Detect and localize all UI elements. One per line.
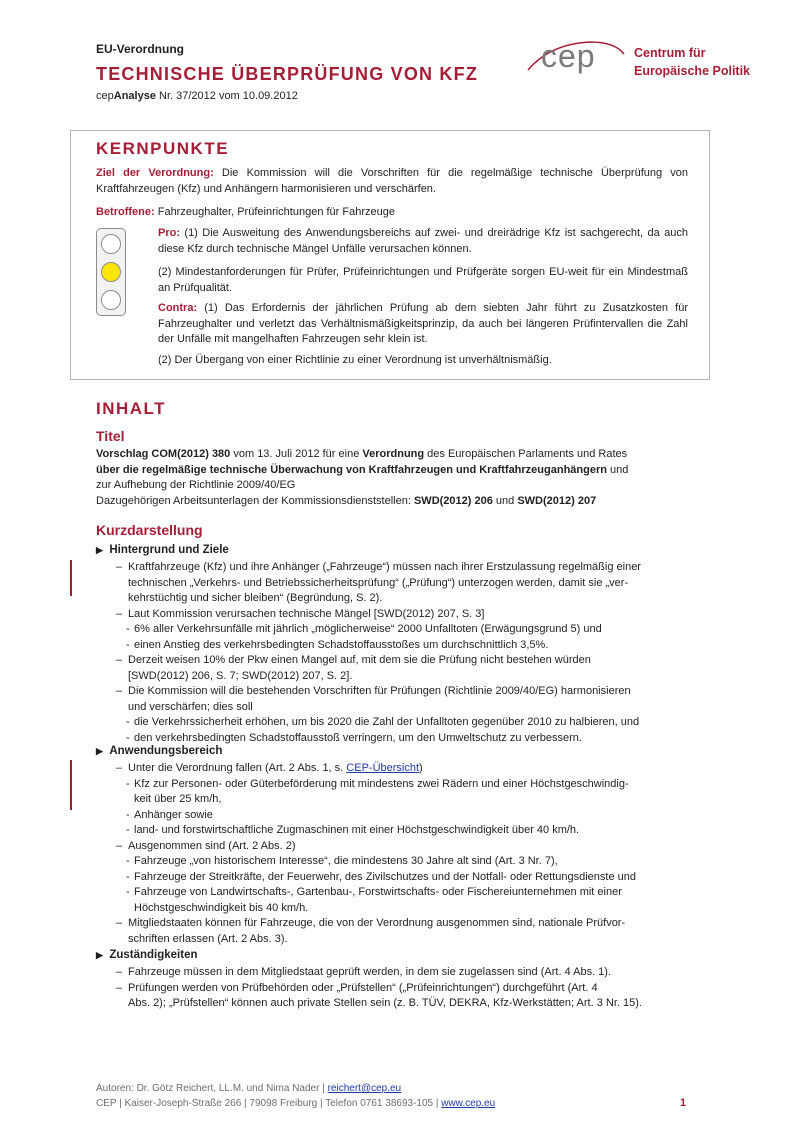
list-text: den verkehrsbedingten Schadstoffausstoß verringern, um den Umweltschutz zu verbessern. xyxy=(134,731,582,744)
analysis-meta xyxy=(96,90,298,102)
titel-end: des Europäischen Parlaments und Rates xyxy=(424,448,628,460)
traffic-light-icon xyxy=(96,228,126,316)
titel-ref: Vorschlag COM(2012) 380 xyxy=(96,448,231,460)
list-item: – Fahrzeuge müssen in dem Mitgliedstaat geprüft werden, in dem sie zugelassen sind (Art. 4 Abs. 1). xyxy=(116,966,612,978)
list-text: Fahrzeuge müssen in dem Mitgliedstaat geprüft werden, in dem sie zugelassen sind (Art. 4 Abs. 1). xyxy=(128,966,612,978)
document-title: TECHNISCHE ÜBERPRÜFUNG VON KFZ xyxy=(96,64,479,84)
list-text: Die Kommission will die bestehenden Vorschriften für Prüfungen (Richtlinie 2009/40/EG) harmonisieren xyxy=(128,685,631,697)
list-subitem: - den verkehrsbedingten Schadstoffausstoß verringern, um den Umweltschutz zu verbessern. xyxy=(126,731,582,744)
titel-swd-intro: Dazugehörigen Arbeitsunterlagen der Kommissionsdienststellen: xyxy=(96,495,414,507)
list-text: Unter die Verordnung fallen (Art. 2 Abs. 1, s. xyxy=(128,762,347,774)
meta-prefix: cep xyxy=(96,90,114,102)
list-text: land- und forstwirtschaftliche Zugmaschinen mit einer Höchstgeschwindigkeit über 40 km/h. xyxy=(134,824,580,836)
triangle-bullet-icon: ▶ xyxy=(96,545,103,555)
footer-authors-text: Autoren: Dr. Götz Reichert, LL.M. und Nima Nader | xyxy=(96,1083,328,1094)
list-text: Fahrzeuge „von historischem Interesse“, die mindestens 30 Jahre alt sind (Art. 3 Nr. 7), xyxy=(134,855,558,867)
document-kicker: EU-Verordnung xyxy=(96,42,185,56)
list-item: kehrstüchtig und sicher bleiben“ (Begründung, S. 2). xyxy=(128,592,383,604)
titel-swd-206: SWD(2012) 206 xyxy=(413,495,493,507)
anwendungsbereich-list xyxy=(116,761,688,947)
website-link[interactable]: www.cep.eu xyxy=(441,1098,496,1109)
footer-address-text: CEP | Kaiser-Joseph-Straße 266 | 79098 Freiburg | Telefon 0761 38693-105 | xyxy=(96,1098,442,1109)
list-text: die Verkehrssicherheit erhöhen, um bis 2020 die Zahl der Unfalltoten gegenüber 2010 zu halbieren, und xyxy=(134,716,640,728)
titel-swd-und: und xyxy=(492,495,518,507)
cep-uebersicht-link[interactable]: CEP-Übersicht xyxy=(346,762,420,774)
list-subitem: - Fahrzeuge „von historischem Interesse“, die mindestens 30 Jahre alt sind (Art. 3 Nr. 7), xyxy=(126,855,558,867)
traffic-light-top-lamp xyxy=(101,234,121,254)
list-item: – Mitgliedstaaten können für Fahrzeuge, die von der Verordnung ausgenommen sind, nationale Prüfvor- xyxy=(116,917,626,929)
titel-line-1 xyxy=(96,447,688,463)
titel-line-4 xyxy=(96,494,596,510)
section-heading-text: Anwendungsbereich xyxy=(109,745,223,757)
kernpunkte-title: KERNPUNKTE xyxy=(96,139,230,158)
page-number: 1 xyxy=(680,1097,687,1109)
section-heading xyxy=(96,544,229,556)
list-text: einen Anstieg des verkehrsbedingten Schadstoffausstoßes um durchschnittlich 3,5%. xyxy=(134,638,549,651)
meta-bold: Analyse xyxy=(113,90,156,102)
list-subitem: Höchstgeschwindigkeit bis 40 km/h. xyxy=(134,901,309,914)
list-text: Fahrzeuge von Landwirtschafts-, Gartenbau-, Forstwirtschafts- oder Fischereiunternehmen mit einer xyxy=(134,886,622,898)
ziel-paragraph xyxy=(96,166,688,197)
triangle-bullet-icon: ▶ xyxy=(96,746,103,756)
list-text: 6% aller Verkehrsunfälle mit jährlich „möglicherweise“ 2000 Unfalltoten (Erwägungsgrund 5) und xyxy=(134,623,602,635)
betroffene-label: Betroffene: xyxy=(96,206,155,218)
ziel-text: Die Kommission will die Vorschriften für die regelmäßige technische Überprüfung von Kraftfahrzeugen (Kfz) und Anhängern harmonisieren und verschärfen. xyxy=(96,167,688,195)
kurzdarstellung-heading: Kurzdarstellung xyxy=(96,522,203,538)
org-line-2: Europäische Politik xyxy=(634,64,751,78)
list-item: – Prüfungen werden von Prüfbehörden oder „Prüfstellen“ („Prüfeinrichtungen“) durchgeführt (Art. 4 xyxy=(116,981,598,994)
list-item: – Die Kommission will die bestehenden Vorschriften für Prüfungen (Richtlinie 2009/40/EG) harmonisieren xyxy=(116,685,631,697)
titel-und: und xyxy=(606,464,629,476)
margin-marker xyxy=(70,760,72,810)
contra-paragraph-1 xyxy=(158,301,688,348)
betroffene-paragraph xyxy=(96,205,688,221)
list-item: und verschärfen; dies soll xyxy=(128,700,253,713)
list-subitem: - Anhänger sowie xyxy=(126,808,213,821)
titel-subject: über die regelmäßige technische Überwachung von Kraftfahrzeugen und Kraftfahrzeuganhängern xyxy=(96,464,607,476)
section-heading xyxy=(96,949,198,961)
betroffene-text: Fahrzeughalter, Prüfeinrichtungen für Fahrzeuge xyxy=(154,206,395,218)
list-subitem: - einen Anstieg des verkehrsbedingten Schadstoffausstoßes um durchschnittlich 3,5%. xyxy=(126,638,549,651)
footer-address xyxy=(96,1098,495,1109)
list-item: – Unter die Verordnung fallen (Art. 2 Abs. 1, s. CEP-Übersicht) xyxy=(116,762,423,774)
org-line-1: Centrum für xyxy=(634,46,706,60)
triangle-bullet-icon: ▶ xyxy=(96,950,103,960)
list-subitem: - Kfz zur Personen- oder Güterbeförderung mit mindestens zwei Rädern und einer Höchstgeschwindig- xyxy=(126,777,629,790)
section-zustaendigkeiten xyxy=(96,949,198,961)
pro-paragraph-2: (2) Mindestanforderungen für Prüfer, Prüfeinrichtungen und Prüfgeräte sorgen EU-weit für ein Mindestmaß an Prüfqualität. xyxy=(158,266,688,294)
titel-verordnung: Verordnung xyxy=(362,448,425,460)
organisation-name xyxy=(634,44,750,80)
section-heading-text: Hintergrund und Ziele xyxy=(109,544,229,556)
section-anwendungsbereich xyxy=(96,745,222,757)
list-text: Anhänger sowie xyxy=(134,808,213,821)
margin-marker xyxy=(70,560,72,596)
list-item: – Laut Kommission verursachen technische Mängel [SWD(2012) 207, S. 3] xyxy=(116,607,485,620)
section-hintergrund xyxy=(96,544,229,556)
section-heading xyxy=(96,745,222,757)
list-text: Mitgliedstaaten können für Fahrzeuge, die von der Verordnung ausgenommen sind, nationale Prüfvor- xyxy=(128,917,626,929)
footer-authors xyxy=(96,1083,401,1094)
list-subitem: - Fahrzeuge von Landwirtschafts-, Gartenbau-, Forstwirtschafts- oder Fischereiunternehmen mit einer xyxy=(126,886,622,898)
contra-label: Contra: xyxy=(158,302,198,314)
titel-line-3: zur Aufhebung der Richtlinie 2009/40/EG xyxy=(96,479,296,491)
list-item: – Derzeit weisen 10% der Pkw einen Mangel auf, mit dem sie die Prüfung nicht bestehen würden xyxy=(116,654,591,666)
pro-text-1: (1) Die Ausweitung des Anwendungsbereichs auf zwei- und dreirädrige Kfz ist sachgerecht, da auch diese Kfz durch technische Mängel Unfälle verursachen können. xyxy=(158,227,688,255)
list-item: – Ausgenommen sind (Art. 2 Abs. 2) xyxy=(116,839,296,852)
list-item: – Kraftfahrzeuge (Kfz) und ihre Anhänger („Fahrzeuge“) müssen nach ihrer Erstzulassung regelmäßig einer xyxy=(116,561,641,573)
traffic-light-bottom-lamp xyxy=(101,290,121,310)
author-email-link[interactable]: reichert@cep.eu xyxy=(327,1083,402,1094)
list-subitem: keit über 25 km/h, xyxy=(134,793,222,805)
list-item: schriften erlassen (Art. 2 Abs. 3). xyxy=(128,932,288,945)
list-text: Kfz zur Personen- oder Güterbeförderung mit mindestens zwei Rädern und einer Höchstgeschwindig- xyxy=(134,777,629,790)
ziel-label: Ziel der Verordnung: xyxy=(96,167,214,179)
list-item: technischen „Verkehrs- und Betriebssicherheitsprüfung“ („Prüfung“) unterzogen werden, damit sie „ver- xyxy=(128,576,629,589)
list-subitem: - land- und forstwirtschaftliche Zugmaschinen mit einer Höchstgeschwindigkeit über 40 km/h. xyxy=(126,824,580,836)
contra-text-1: (1) Das Erfordernis der jährlichen Prüfung ab dem siebten Jahr führt zu Zusatzkosten für Fahrzeughalter und verletzt das Verhältnismäßigkeitsprinzip, da auch bei längeren Prüfintervallen die Zahl der Unfälle mit mangelhaften Fahrzeugen sehr klein ist. xyxy=(158,302,688,345)
hintergrund-list xyxy=(116,560,688,746)
pro-paragraph-1 xyxy=(158,226,688,257)
list-text: ) xyxy=(419,762,423,774)
contra-paragraph-2: (2) Der Übergang von einer Richtlinie zu einer Verordnung ist unverhältnismäßig. xyxy=(158,354,552,366)
list-subitem: - Fahrzeuge der Streitkräfte, der Feuerwehr, des Zivilschutzes und der Notfall- oder Rettungsdienste und xyxy=(126,870,636,883)
zustaendigkeiten-list xyxy=(116,965,688,1012)
list-text: Ausgenommen sind (Art. 2 Abs. 2) xyxy=(128,839,296,852)
list-text: Kraftfahrzeuge (Kfz) und ihre Anhänger („Fahrzeuge“) müssen nach ihrer Erstzulassung regelmäßig einer xyxy=(128,561,641,573)
list-subitem: - die Verkehrssicherheit erhöhen, um bis 2020 die Zahl der Unfalltoten gegenüber 2010 zu halbieren, und xyxy=(126,716,640,728)
list-subitem: - 6% aller Verkehrsunfälle mit jährlich „möglicherweise“ 2000 Unfalltoten (Erwägungsgrund 5) und xyxy=(126,623,602,635)
meta-rest: Nr. 37/2012 vom 10.09.2012 xyxy=(155,90,298,102)
list-text: Prüfungen werden von Prüfbehörden oder „Prüfstellen“ („Prüfeinrichtungen“) durchgeführt (Art. 4 xyxy=(128,981,598,994)
pro-label: Pro: xyxy=(158,227,180,239)
list-text: Laut Kommission verursachen technische Mängel [SWD(2012) 207, S. 3] xyxy=(128,607,485,620)
cep-logo-word: cep xyxy=(541,38,596,74)
list-text: Derzeit weisen 10% der Pkw einen Mangel auf, mit dem sie die Prüfung nicht bestehen würden xyxy=(128,654,591,666)
inhalt-title: INHALT xyxy=(96,399,167,418)
list-item: [SWD(2012) 206, S. 7; SWD(2012) 207, S. 2]. xyxy=(128,669,353,682)
titel-swd-207: SWD(2012) 207 xyxy=(517,495,597,507)
list-text: Fahrzeuge der Streitkräfte, der Feuerwehr, des Zivilschutzes und der Notfall- oder Rettungsdienste und xyxy=(134,870,636,883)
section-heading-text: Zuständigkeiten xyxy=(109,949,198,961)
list-item: Abs. 2); „Prüfstellen“ können auch private Stellen sein (z. B. TÜV, DEKRA, Kfz-Werkstätten; Art. 3 Nr. 15). xyxy=(128,997,642,1009)
titel-heading: Titel xyxy=(96,428,125,444)
titel-mid: vom 13. Juli 2012 für eine xyxy=(230,448,363,460)
titel-line-2 xyxy=(96,463,696,479)
traffic-light-middle-lamp xyxy=(101,262,121,282)
